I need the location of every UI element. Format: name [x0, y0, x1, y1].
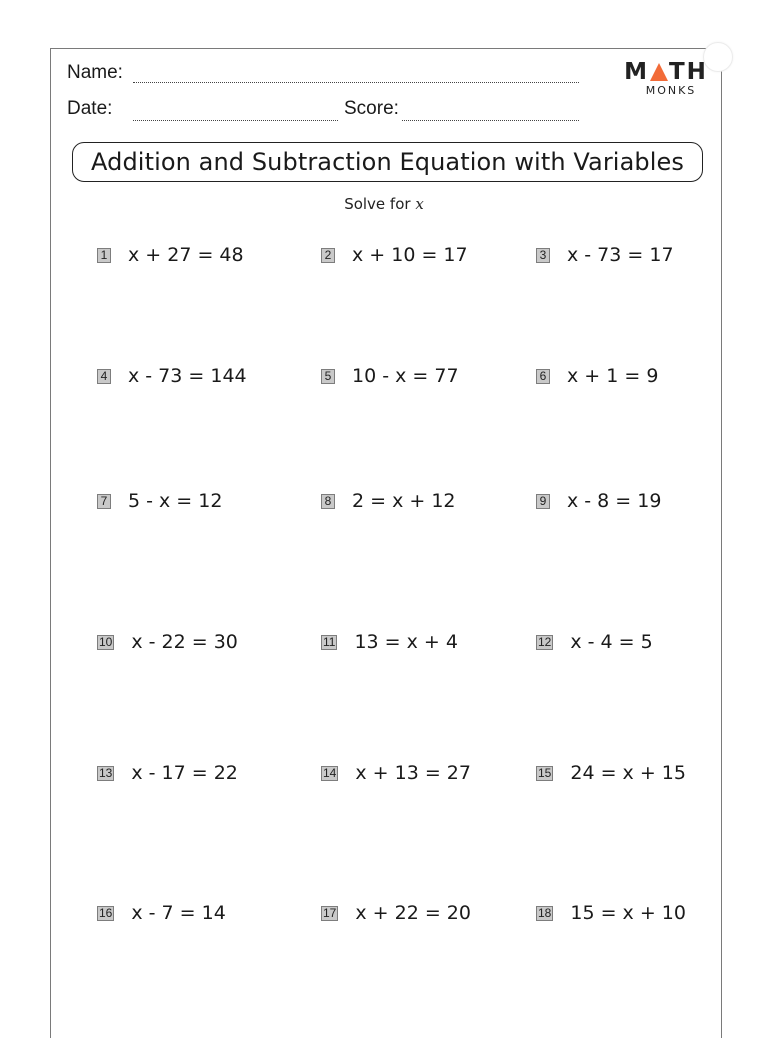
problem-item	[536, 762, 686, 784]
date-label: Date:	[67, 98, 113, 119]
logo-wordmark	[624, 60, 708, 84]
problem-item	[536, 244, 674, 266]
problem-equation: 15 = x + 10	[570, 902, 686, 924]
triangle-icon	[650, 63, 668, 81]
problem-equation: x - 8 = 19	[567, 490, 662, 512]
problem-number: 12	[538, 634, 552, 649]
problem-equation: x - 73 = 144	[128, 365, 247, 387]
problem-equation: x - 7 = 14	[131, 902, 226, 924]
problem-equation: x - 4 = 5	[570, 631, 653, 653]
instruction-variable: x	[415, 195, 424, 213]
problem-number: 10	[99, 634, 113, 649]
problem-number: 9	[536, 494, 550, 509]
problem-equation: x - 73 = 17	[567, 244, 674, 266]
score-label: Score:	[344, 98, 399, 119]
problem-item	[536, 365, 658, 387]
problem-item	[97, 365, 247, 387]
problem-item	[97, 244, 244, 266]
problem-number: 3	[536, 248, 550, 263]
problem-number: 16	[99, 905, 113, 920]
problem-equation: x + 27 = 48	[128, 244, 244, 266]
problem-number: 14	[323, 765, 337, 780]
problem-item	[321, 244, 468, 266]
problem-equation: x - 22 = 30	[131, 631, 238, 653]
worksheet-title-box	[72, 142, 703, 182]
problem-equation: 2 = x + 12	[352, 490, 456, 512]
problem-item	[321, 762, 471, 784]
problem-number: 6	[536, 369, 550, 384]
name-field[interactable]	[133, 82, 579, 83]
problem-number: 2	[321, 248, 335, 263]
problem-item	[321, 902, 471, 924]
logo-text-left: M	[624, 59, 649, 85]
problem-number: 5	[321, 369, 335, 384]
score-field[interactable]	[402, 120, 579, 121]
problem-equation: x + 22 = 20	[355, 902, 471, 924]
problem-number: 15	[538, 765, 552, 780]
logo-text-right: TH	[668, 59, 708, 85]
problem-item	[321, 365, 459, 387]
problem-equation: 5 - x = 12	[128, 490, 223, 512]
problem-number: 11	[323, 634, 336, 649]
date-field[interactable]	[133, 120, 338, 121]
problem-equation: 24 = x + 15	[570, 762, 686, 784]
problem-equation: x + 10 = 17	[352, 244, 468, 266]
problem-equation: x + 13 = 27	[355, 762, 471, 784]
problem-item	[536, 902, 686, 924]
name-label: Name:	[67, 62, 123, 83]
problem-number: 13	[99, 765, 113, 780]
problem-item	[97, 490, 222, 512]
problem-item	[536, 490, 661, 512]
problem-equation: 13 = x + 4	[354, 631, 458, 653]
logo-subtext: MONKS	[645, 84, 697, 97]
problem-item	[321, 631, 458, 653]
problem-item	[97, 631, 238, 653]
problem-item	[97, 762, 238, 784]
problem-number: 4	[97, 369, 111, 384]
problem-number: 7	[97, 494, 111, 509]
instruction-text: Solve for	[344, 195, 416, 213]
problem-item	[536, 631, 653, 653]
worksheet-title: Addition and Subtraction Equation with Variables	[91, 148, 684, 176]
problem-number: 8	[321, 494, 335, 509]
problem-number: 18	[538, 905, 552, 920]
math-monks-logo	[624, 60, 708, 97]
problem-number: 17	[323, 905, 337, 920]
problem-item	[97, 902, 226, 924]
problem-item	[321, 490, 456, 512]
problem-equation: 10 - x = 77	[352, 365, 459, 387]
problem-equation: x - 17 = 22	[131, 762, 238, 784]
instruction	[0, 195, 768, 213]
problem-number: 1	[97, 248, 111, 263]
problem-equation: x + 1 = 9	[567, 365, 659, 387]
